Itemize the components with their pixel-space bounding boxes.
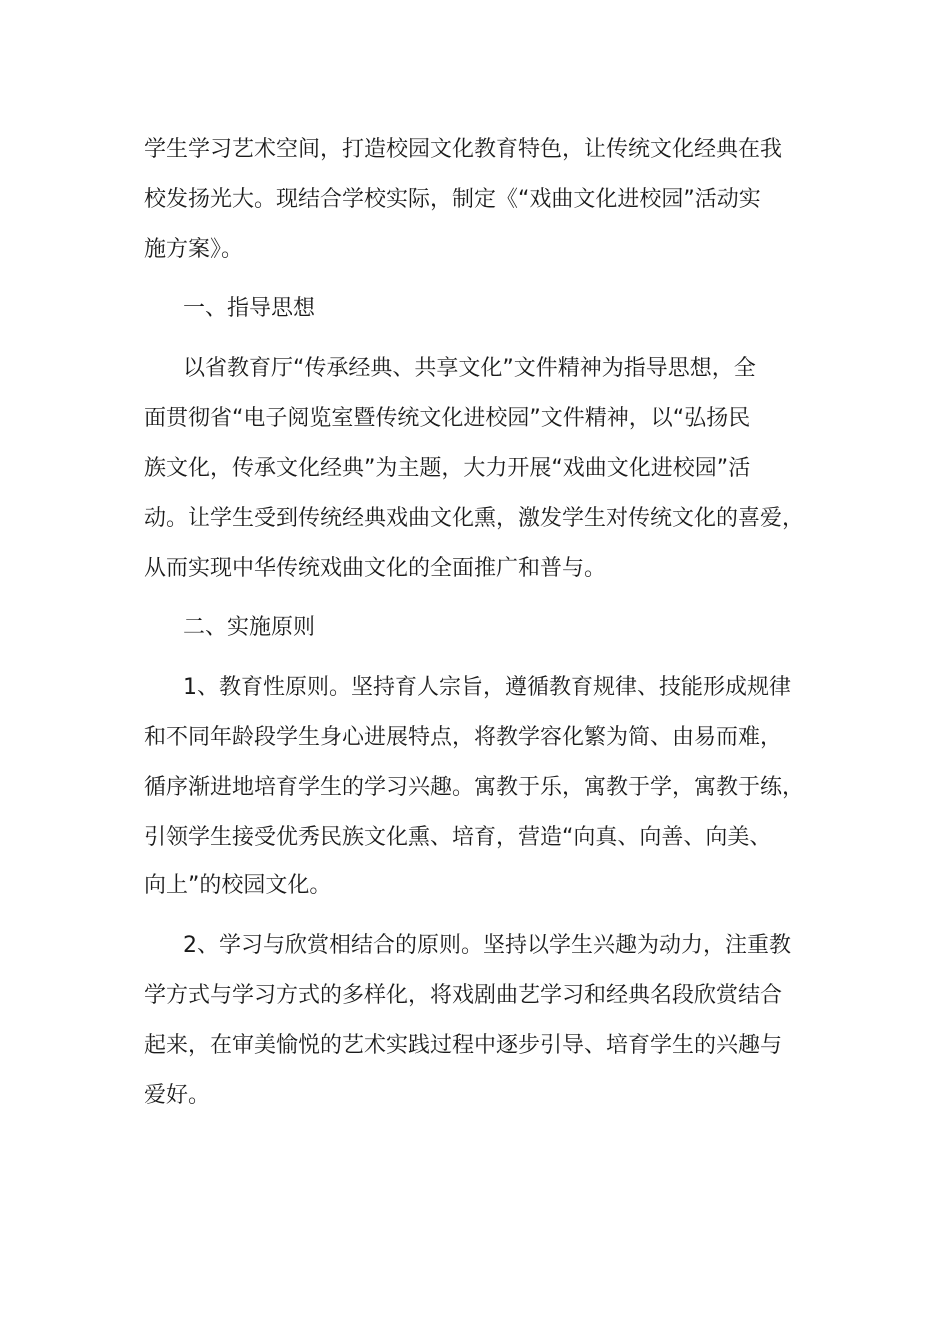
text-line: 校发扬光大。现结合学校实际，制定《“戏曲文化进校园”活动实: [144, 187, 761, 212]
section-heading: 一、指导思想: [183, 296, 316, 321]
text-line: 以省教育厅“传承经典、共享文化”文件精神为指导思想，全: [183, 356, 756, 381]
text-line: 施方案》。: [144, 237, 244, 262]
text-line: 1、教育性原则。坚持育人宗旨，遵循教育规律、技能形成规律: [183, 675, 791, 700]
text-line: 学生学习艺术空间，打造校园文化教育特色，让传统文化经典在我: [144, 137, 783, 162]
text-line: 起来，在审美愉悦的艺术实践过程中逐步引导、培育学生的兴趣与: [144, 1033, 783, 1058]
text-line: 循序渐进地培育学生的学习兴趣。寓教于乐，寓教于学，寓教于练，: [144, 775, 805, 800]
section-heading: 二、实施原则: [183, 615, 316, 640]
text-line: 从而实现中华传统戏曲文化的全面推广和普与。: [144, 556, 607, 581]
text-line: 族文化，传承文化经典”为主题，大力开展“戏曲文化进校园”活: [144, 456, 751, 481]
text-line: 和不同年龄段学生身心进展特点，将教学容化繁为简、由易而难，: [144, 725, 783, 750]
text-line: 爱好。: [144, 1083, 211, 1108]
text-line: 向上”的校园文化。: [144, 873, 332, 898]
text-line: 动。让学生受到传统经典戏曲文化熏，激发学生对传统文化的喜爱，: [144, 506, 805, 531]
text-line: 2、学习与欣赏相结合的原则。坚持以学生兴趣为动力，注重教: [183, 933, 791, 958]
text-line: 引领学生接受优秀民族文化熏、培育，营造“向真、向善、向美、: [144, 825, 772, 850]
text-line: 学方式与学习方式的多样化，将戏剧曲艺学习和经典名段欣赏结合: [144, 983, 783, 1008]
text-line: 面贯彻省“电子阅览室暨传统文化进校园”文件精神，以“弘扬民: [144, 406, 751, 431]
